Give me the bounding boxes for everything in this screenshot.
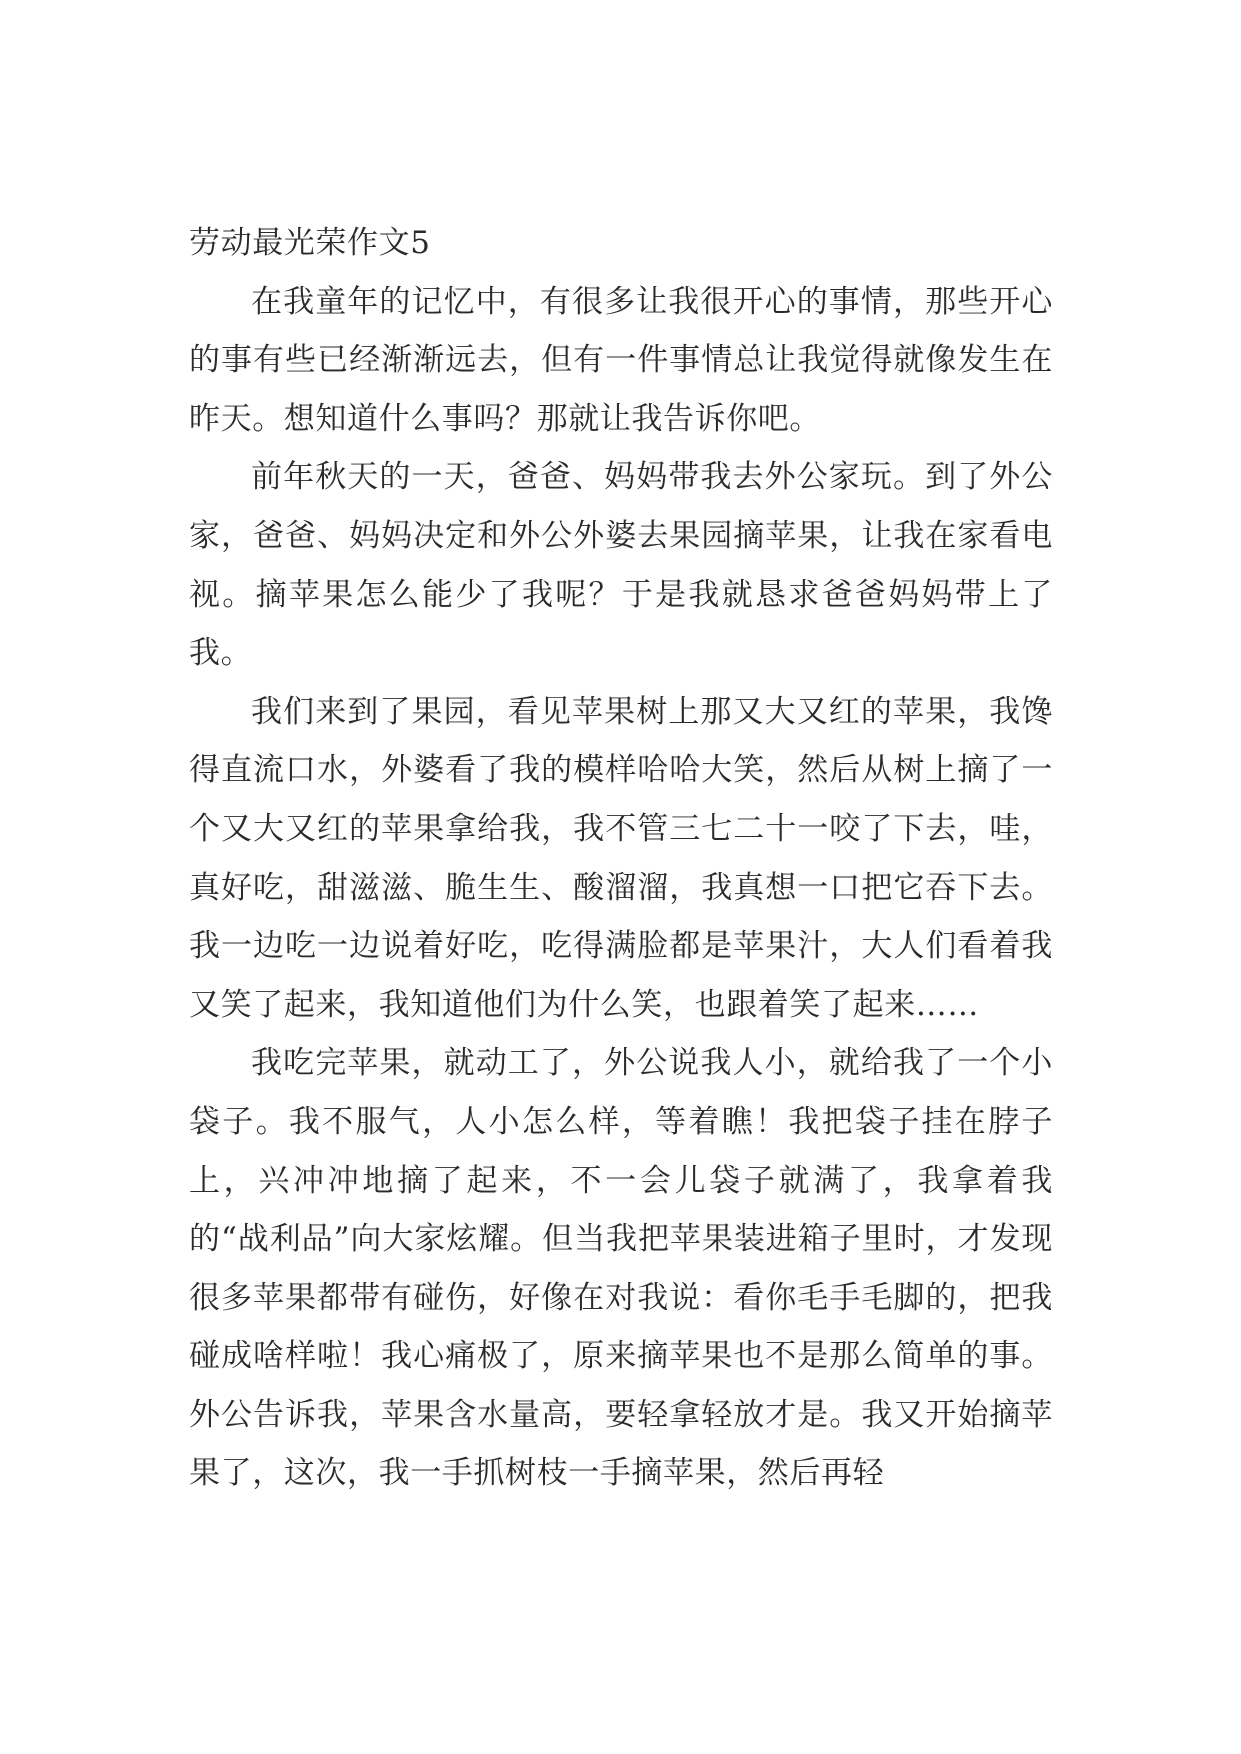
paragraph-4: 我吃完苹果，就动工了，外公说我人小，就给我了一个小袋子。我不服气，人小怎么样，等着瞧！我把袋子挂在脖子上，兴冲冲地摘了起来，不一会儿袋子就满了，我拿着我的“战利品”向大家炫耀。但当我把苹果装进箱子里时，才发现很多苹果都带有碰伤，好像在对我说：看你毛手毛脚的，把我碰成啥样啦！我心痛极了，原来摘苹果也不是那么简单的事。外公告诉我，苹果含水量高，要轻拿轻放才是。我又开始摘苹果了，这次，我一手抓树枝一手摘苹果，然后再轻 <box>189 1045 1053 1492</box>
paragraph-2: 前年秋天的一天，爸爸、妈妈带我去外公家玩。到了外公家，爸爸、妈妈决定和外公外婆去果园摘苹果，让我在家看电视。摘苹果怎么能少了我呢？于是我就恳求爸爸妈妈带上了我。 <box>189 459 1053 672</box>
paragraph-1: 在我童年的记忆中，有很多让我很开心的事情，那些开心的事有些已经渐渐远去，但有一件事情总让我觉得就像发生在昨天。想知道什么事吗？那就让我告诉你吧。 <box>189 283 1053 437</box>
document-title: 劳动最光荣作文5 <box>189 225 431 261</box>
paragraph-3: 我们来到了果园，看见苹果树上那又大又红的苹果，我馋得直流口水，外婆看了我的模样哈哈大笑，然后从树上摘了一个又大又红的苹果拿给我，我不管三七二十一咬了下去，哇，真好吃，甜滋滋、脆生生、酸溜溜，我真想一口把它吞下去。我一边吃一边说着好吃，吃得满脸都是苹果汁，大人们看着我又笑了起来，我知道他们为什么笑，也跟着笑了起来…… <box>189 693 1053 1023</box>
document-body <box>189 214 1053 1503</box>
